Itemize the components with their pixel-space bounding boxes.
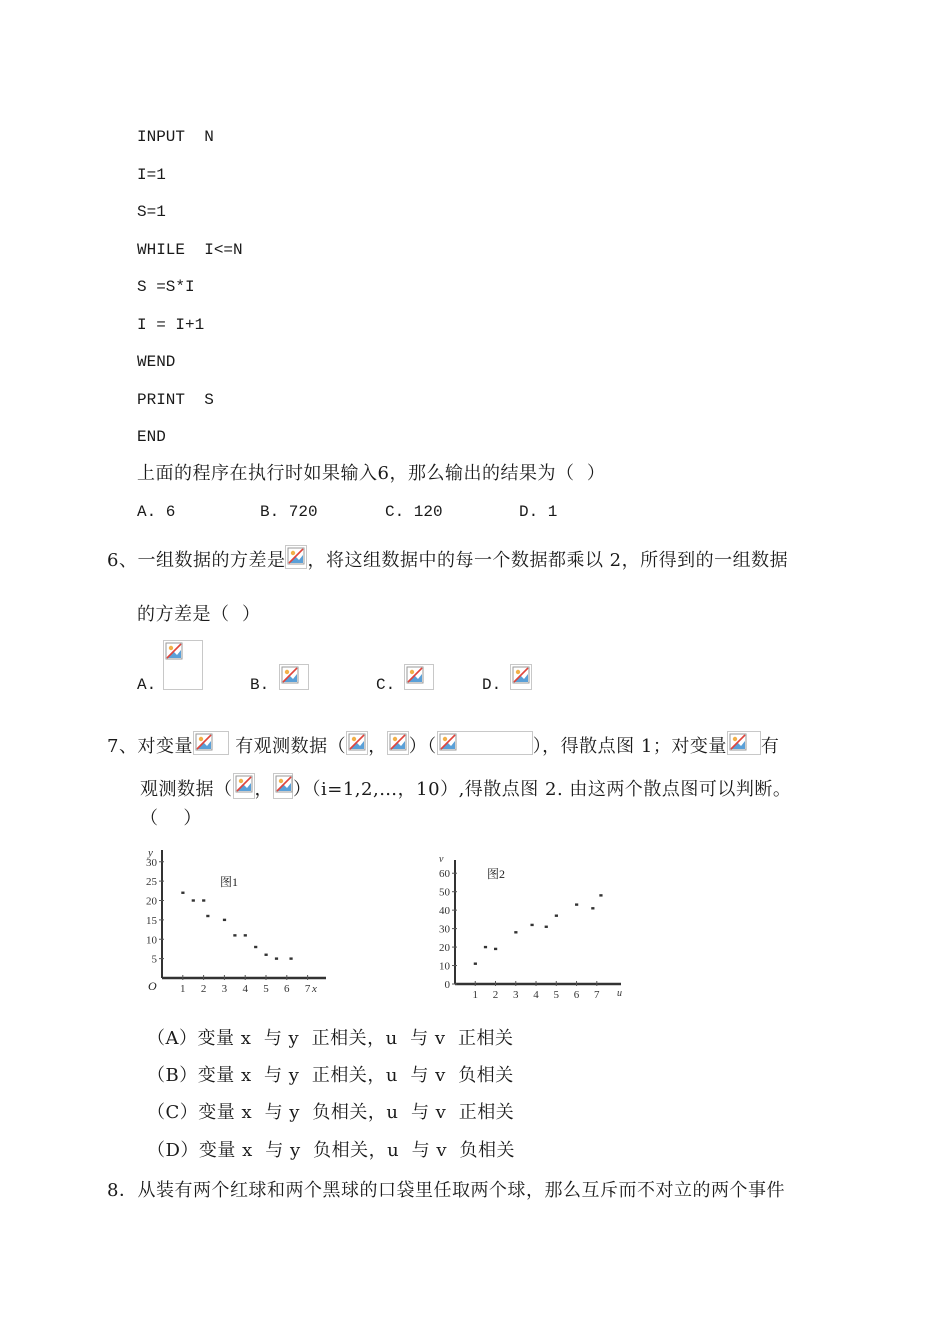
y-tick-label: 0 (444, 979, 450, 991)
scatter-point (530, 924, 533, 926)
broken-image-icon (387, 731, 409, 755)
y-tick-label: 60 (439, 868, 450, 881)
x-tick-label: 1 (180, 983, 186, 995)
scatter-point (265, 954, 268, 956)
broken-image-icon (233, 773, 255, 799)
plot1-xlabel: x (312, 983, 317, 995)
y-tick-label: 20 (439, 942, 450, 955)
y-tick-label: 30 (146, 856, 157, 869)
scatter-point (474, 962, 477, 964)
q6-number: 6、 (107, 550, 138, 571)
code-line-8: PRINT S (137, 391, 214, 409)
scatter-point (233, 934, 236, 936)
q6-option-a: A. (137, 676, 157, 694)
code-line-4: WHILE I<=N (137, 241, 243, 259)
broken-image-icon (346, 731, 368, 755)
q6-stem-part1: 一组数据的方差是 (137, 550, 286, 571)
scatter-point (599, 894, 602, 896)
scatter-point (223, 919, 226, 921)
plot2-ticks (439, 868, 600, 1000)
y-tick-label: 25 (146, 876, 157, 889)
x-tick-label: 7 (594, 989, 600, 1000)
code-line-7: WEND (137, 353, 176, 371)
scatter-point (575, 903, 578, 905)
q7-stem-line1 (107, 731, 779, 758)
x-tick-label: 2 (200, 983, 207, 995)
q6-option-c: C. (376, 676, 396, 694)
q5-option-d: D. 1 (519, 503, 558, 521)
q5-option-a: A. 6 (137, 503, 176, 521)
scatter-plot-2 (425, 850, 635, 1000)
y-tick-label: 30 (439, 923, 450, 936)
broken-image-icon (163, 640, 203, 690)
x-tick-label: 6 (284, 983, 290, 995)
q7-text: ， (254, 779, 273, 800)
broken-image-icon (279, 664, 309, 690)
plot2-axes (455, 860, 621, 984)
x-tick-label: 3 (221, 983, 228, 995)
broken-image-icon (193, 731, 229, 755)
broken-image-icon (510, 664, 532, 690)
scatter-point (494, 948, 497, 950)
y-tick-label: 15 (146, 914, 157, 927)
x-tick-label: 4 (242, 983, 248, 995)
scatter-point (244, 934, 247, 936)
scatter-point (206, 915, 209, 917)
q7-text: 有观测数据（ (235, 736, 347, 757)
broken-image-icon (727, 731, 761, 755)
scatter-point (254, 946, 257, 948)
q7-text: 对变量 (137, 736, 193, 757)
q8-stem: 8．从装有两个红球和两个黑球的口袋里任取两个球，那么互斥而不对立的两个事件 (107, 1180, 785, 1201)
q7-option-a: （A）变量 x 与 y 正相关，u 与 v 正相关 (147, 1028, 514, 1049)
q6-option-d: D. (482, 676, 502, 694)
y-tick-label: 50 (439, 886, 450, 899)
code-line-5: S =S*I (137, 278, 195, 296)
broken-image-icon (273, 773, 293, 799)
scatter-point (591, 907, 594, 909)
scatter-point (202, 899, 205, 901)
x-tick-label: 5 (263, 983, 269, 995)
scatter-point (275, 957, 278, 959)
q7-number: 7、 (107, 736, 138, 757)
y-tick-label: 20 (146, 895, 157, 908)
x-tick-label: 3 (513, 989, 519, 1000)
plot2-xlabel: u (617, 988, 622, 999)
scatter-point (289, 957, 292, 959)
q7-stem-line2 (140, 773, 791, 801)
plot2-title: 图2 (487, 867, 506, 881)
plot2-points (474, 894, 603, 965)
y-tick-label: 10 (439, 960, 450, 973)
plot2-ylabel: v (439, 854, 444, 865)
scatter-point (555, 914, 558, 916)
q7-text: 观测数据（ (140, 779, 233, 800)
x-tick-label: 4 (533, 989, 539, 1000)
q7-option-d: （D）变量 x 与 y 负相关，u 与 v 负相关 (147, 1140, 515, 1161)
broken-image-icon (404, 664, 434, 690)
scatter-point (181, 892, 184, 894)
q6-stem-line1 (107, 545, 788, 572)
x-tick-label: 6 (573, 989, 580, 1000)
q5-option-b: B. 720 (260, 503, 318, 521)
code-line-3: S=1 (137, 203, 166, 221)
q7-text: ），得散点图 1；对变量 (532, 736, 727, 757)
y-tick-label: 10 (146, 934, 157, 947)
q7-text: ）（ (408, 736, 437, 757)
q7-option-c: （C）变量 x 与 y 负相关，u 与 v 正相关 (147, 1102, 515, 1123)
code-line-1: INPUT N (137, 128, 214, 146)
code-line-6: I = I+1 (137, 316, 205, 334)
plot1-axes (162, 850, 326, 978)
x-tick-label: 1 (472, 989, 479, 1000)
q5-option-c: C. 120 (385, 503, 443, 521)
plot1-points (181, 892, 292, 960)
plot1-origin: O (148, 979, 157, 993)
broken-image-icon (285, 545, 307, 569)
q6-stem-line2: 的方差是（ ） (137, 604, 261, 625)
q7-text: ， (368, 736, 387, 757)
q7-text: 有 (760, 736, 780, 757)
scatter-point (192, 899, 195, 901)
q7-answer-paren: （ ） (140, 808, 202, 829)
q6-option-b: B. (250, 676, 270, 694)
broken-image-icon (437, 731, 533, 755)
code-line-9: END (137, 428, 166, 446)
scatter-plot-1 (140, 842, 340, 1002)
scatter-point (484, 946, 487, 948)
q7-text: ）（i=1,2,…，10）,得散点图 2. 由这两个散点图可以判断。 (293, 779, 792, 800)
code-line-2: I=1 (137, 166, 166, 184)
y-tick-label: 5 (151, 953, 157, 966)
scatter-point (545, 926, 548, 928)
plot1-ylabel: y (148, 847, 153, 859)
plot1-title: 图1 (220, 875, 239, 889)
y-tick-label: 40 (439, 905, 450, 918)
x-tick-label: 7 (304, 983, 311, 995)
q7-option-b: （B）变量 x 与 y 正相关，u 与 v 负相关 (147, 1065, 514, 1086)
x-tick-label: 2 (492, 989, 499, 1000)
q6-stem-part2: ，将这组数据中的每一个数据都乘以 2，所得到的一组数据 (307, 550, 789, 571)
x-tick-label: 5 (553, 989, 560, 1000)
q5-stem: 上面的程序在执行时如果输入6，那么输出的结果为（ ） (137, 463, 606, 484)
scatter-point (514, 931, 517, 933)
